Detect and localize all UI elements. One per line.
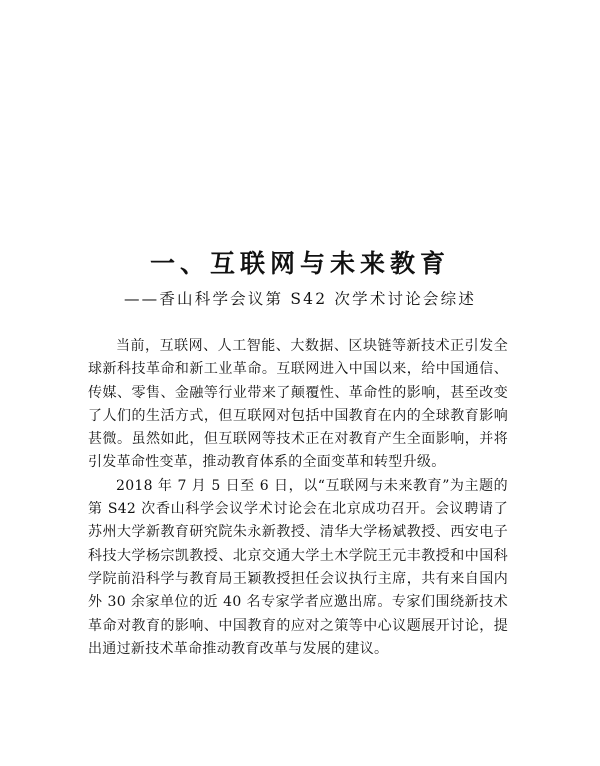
paragraph-2: 2018 年 7 月 5 日至 6 日，以“互联网与未来教育”为主题的第 S42 次香山科学会议学术讨论会在北京成功召开。会议聘请了苏州大学新教育研究院朱永新教授、清华大学杨斌教授、西安电子科技大学杨宗凯教授、北京交通大学土木学院王元丰教授和中国科学院前沿科学与教育局王颖教授担任会议执行主席，共有来自国内外 30 余家单位的近 40 名专家学者应邀出席。专家们围绕新技术革命对教育的影响、中国教育的应对之策等中心议题展开讨论，提出通过新技术革命推动教育改革与发展的建议。	[88, 477, 508, 657]
chapter-title: 一、互联网与未来教育	[149, 249, 450, 278]
paragraph-1: 当前，互联网、人工智能、大数据、区块链等新技术正引发全球新科技革命和新工业革命。互联网进入中国以来，给中国通信、传媒、零售、金融等行业带来了颠覆性、革命性的影响，甚至改变了人们的生活方式，但互联网对包括中国教育在内的全球教育影响甚微。虽然如此，但互联网等技术正在对教育产生全面影响，并将引发革命性变革，推动教育体系的全面变革和转型升级。	[88, 338, 508, 471]
chapter-subtitle: ——香山科学会议第 S42 次学术讨论会综述	[123, 290, 477, 308]
body-text	[88, 335, 508, 661]
